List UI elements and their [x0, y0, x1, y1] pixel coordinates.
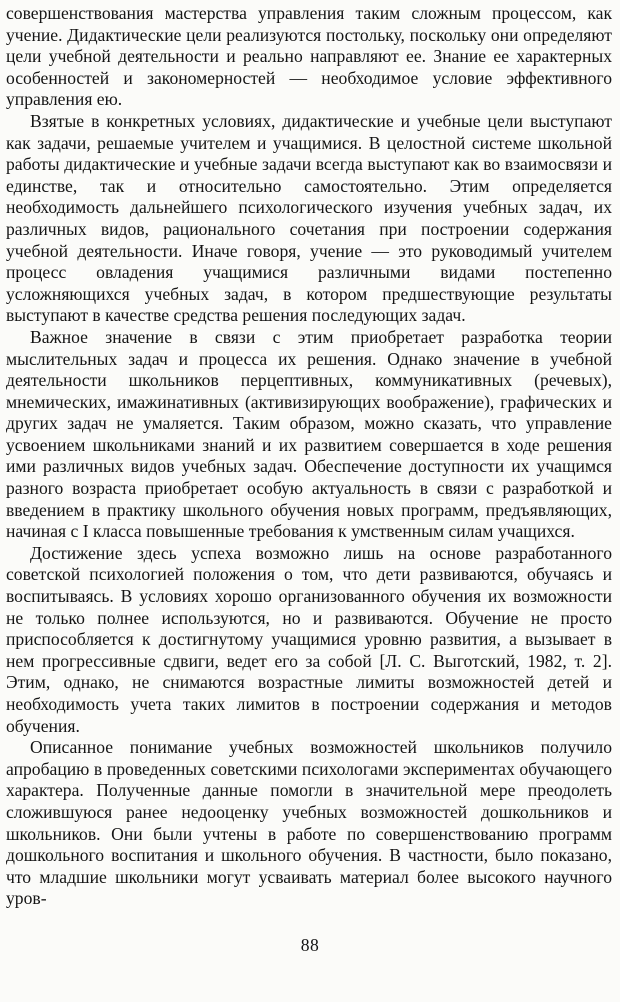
- body-text: [6, 3, 612, 910]
- paragraph-2: Взятые в конкретных условиях, дидактические и учебные цели выступают как задачи, решаемые учителем и учащимися. В целостной системе школьной работы дидактические и учебные задачи всегда выступают как во взаимосвязи и единстве, так и относительно самостоятельно. Этим определяется необходимость дальнейшего психологического изучения учебных задач, их различных видов, рационального сочетания при построении содержания учебной деятельности. Иначе говоря, учение — это руководимый учителем процесс овладения учащимися различными видами постепенно усложняющихся учебных задач, в котором предшествующие результаты выступают в качестве средства решения последующих задач.: [6, 110, 612, 326]
- paragraph-4: Достижение здесь успеха возможно лишь на основе разработанного советской психологией положения о том, что дети развиваются, обучаясь и воспитываясь. В условиях хорошо организованного обучения их возможности не только полнее используются, но и развиваются. Обучение не просто приспособляется к достигнутому учащимися уровню развития, а вызывает в нем прогрессивные сдвиги, ведет его за собой [Л. С. Выготский, 1982, т. 2]. Этим, однако, не снимаются возрастные лимиты возможностей детей и необходимость учета таких лимитов в построении содержания и методов обучения.: [6, 542, 612, 736]
- page-number: 88: [300, 935, 320, 955]
- paragraph-3: Важное значение в связи с этим приобретает разработка теории мыслительных задач и процесса их решения. Однако значение в учебной деятельности школьников перцептивных, коммуникативных (речевых), мнемических, имажинативных (активизирующих воображение), графических и других задач не умаляется. Таким образом, можно сказать, что управление усвоением школьниками знаний и их развитием совершается в ходе решения ими различных видов учебных задач. Обеспечение доступности их учащимся разного возраста приобретает особую актуальность в связи с разработкой и введением в практику школьного обучения новых программ, предъявляющих, начиная с I класса повышенные требования к умственным силам учащихся.: [6, 326, 612, 542]
- paragraph-1: совершенствования мастерства управления таким сложным процессом, как учение. Дидактические цели реализуются постольку, поскольку они определяют цели учебной деятельности и реально направляют ее. Знание ее характерных особенностей и закономерностей — необходимое условие эффективного управления ею.: [6, 3, 612, 110]
- paragraph-5: Описанное понимание учебных возможностей школьников получило апробацию в проведенных советскими психологами экспериментах обучающего характера. Полученные данные помогли в значительной мере преодолеть сложившуюся ранее недооценку учебных возможностей дошкольников и школьников. Они были учтены в работе по совершенствованию программ дошкольного воспитания и школьного обучения. В частности, было показано, что младшие школьники могут усваивать материал более высокого научного уров-: [6, 737, 612, 909]
